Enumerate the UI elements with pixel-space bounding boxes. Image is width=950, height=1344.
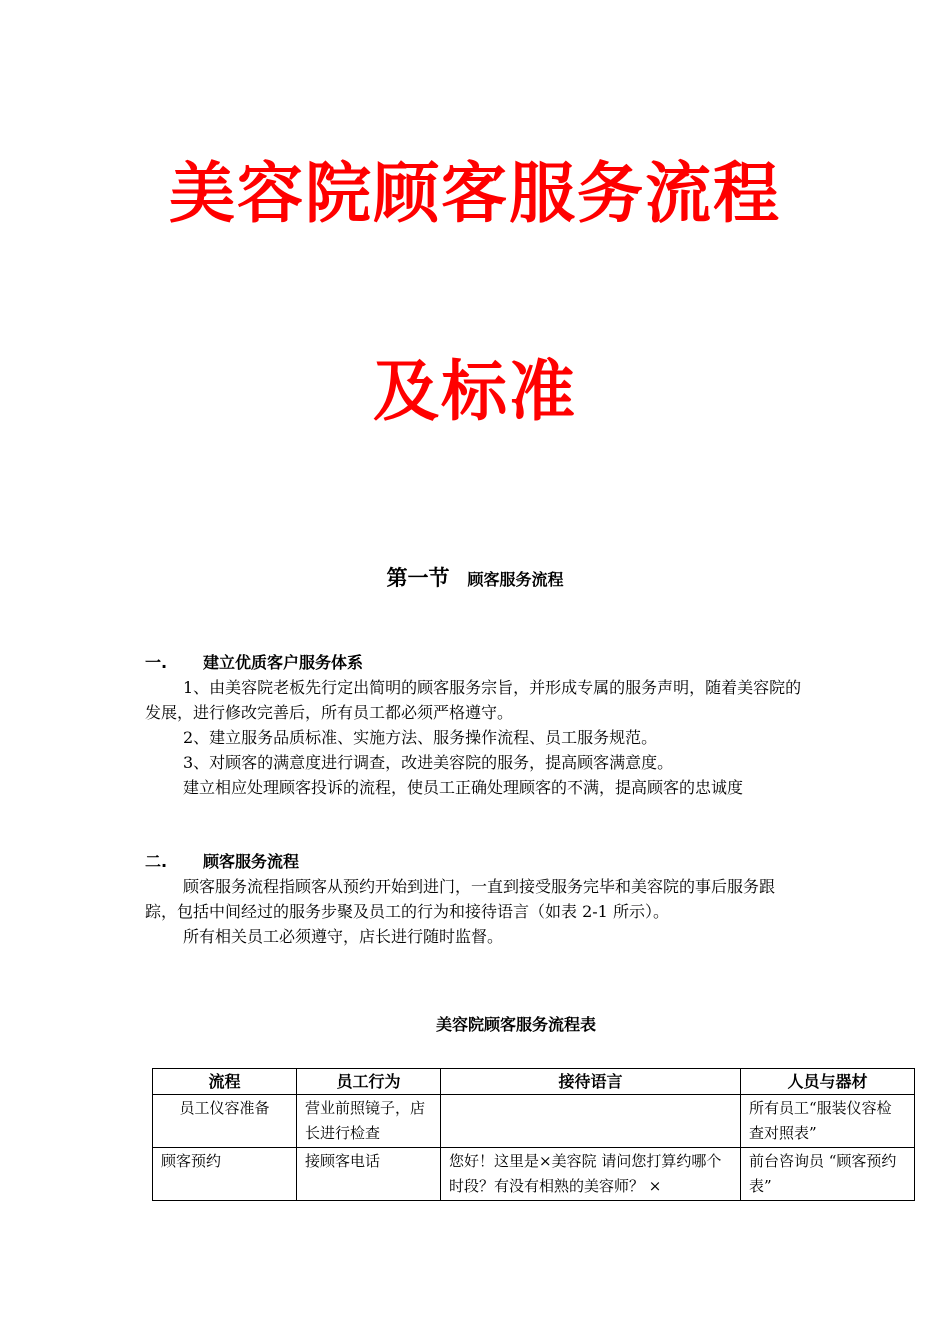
part-two-number: 二. [145,852,168,871]
section-name: 顾客服务流程 [467,570,564,589]
cell-speech: 您好！这里是×美容院 请问您打算约哪个时段？有没有相熟的美容师？ × [441,1148,741,1201]
cell-process: 员工仪容准备 [153,1095,297,1148]
table-header-row [153,1069,915,1095]
part-two [145,849,805,949]
header-staff-action: 员工行为 [297,1069,441,1095]
part-two-heading [145,849,805,874]
paragraph: 所有相关员工必须遵守，店长进行随时监督。 [183,927,504,946]
cell-action: 营业前照镜子，店长进行检查 [297,1095,441,1148]
table-row [153,1148,915,1201]
cell-process: 顾客预约 [153,1148,297,1201]
paragraph: 顾客服务流程指顾客从预约开始到进门，一直到接受服务完毕和美容院的事后服务跟踪，包括中间经过的服务步聚及员工的行为和接待语言（如表 2-1 所示）。 [145,877,776,921]
part-one-title: 建立优质客户服务体系 [203,653,364,672]
paragraph: 2、建立服务品质标准、实施方法、服务操作流程、员工服务规范。 [183,728,658,747]
header-process: 流程 [153,1069,297,1095]
section-heading [0,562,950,592]
table-row [153,1095,915,1148]
cell-staff: 所有员工“服装仪容检查对照表” [741,1095,915,1148]
paragraph: 3、对顾客的满意度进行调查，改进美容院的服务，提高顾客满意度。 [183,753,674,772]
table-title: 美容院顾客服务流程表 [435,1015,596,1034]
paragraph: 建立相应处理顾客投诉的流程，使员工正确处理顾客的不满，提高顾客的忠诚度 [183,778,744,797]
part-one-heading [145,650,805,675]
document-title-line2: 及标准 [373,353,577,430]
part-two-title: 顾客服务流程 [203,852,300,871]
paragraph: 1、由美容院老板先行定出简明的顾客服务宗旨，并形成专属的服务声明，随着美容院的发展，进行修改完善后，所有员工都必须严格遵守。 [145,678,802,722]
part-one [145,650,805,800]
cell-action: 接顾客电话 [297,1148,441,1201]
service-process-table [152,1068,915,1201]
header-reception-speech: 接待语言 [441,1069,741,1095]
section-label: 第一节 [386,566,450,590]
document-title-line1: 美容院顾客服务流程 [169,155,781,232]
part-one-number: 一. [145,653,168,672]
cell-staff: 前台咨询员 “顾客预约表” [741,1148,915,1201]
cell-speech [441,1095,741,1148]
header-staff-equipment: 人员与器材 [741,1069,915,1095]
